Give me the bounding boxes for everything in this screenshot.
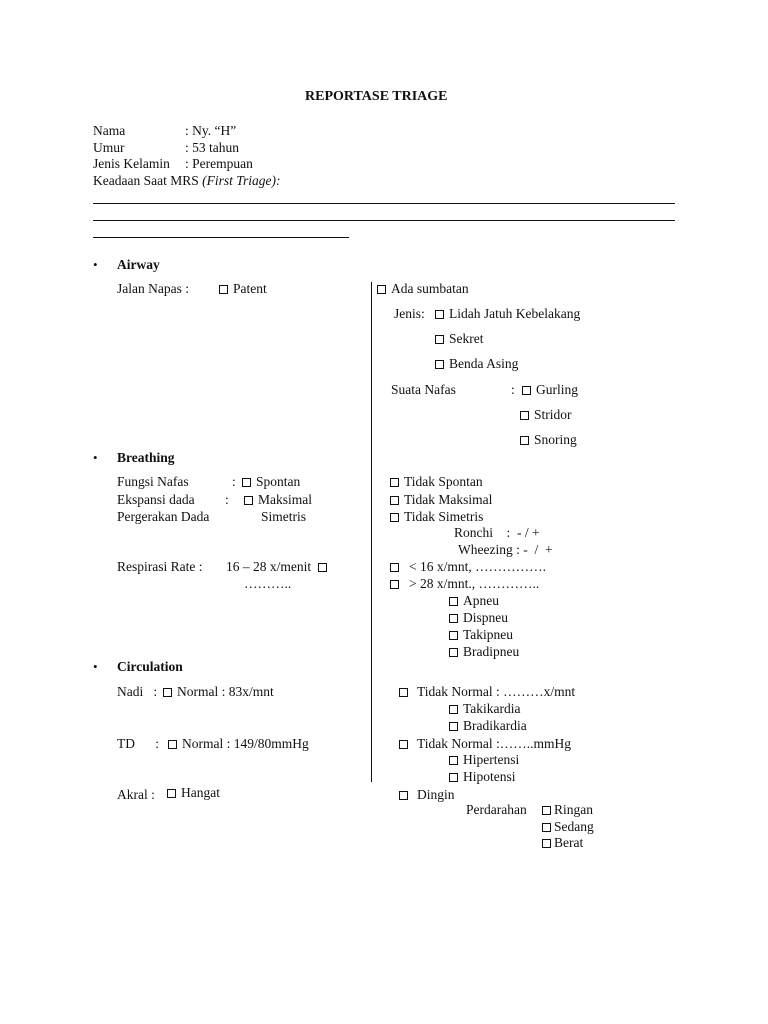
berat-option[interactable] <box>542 835 583 851</box>
tidak-spontan-option[interactable] <box>390 474 483 490</box>
sedang-option[interactable] <box>542 819 594 835</box>
patent-checkbox[interactable] <box>219 285 228 294</box>
gurling-option[interactable] <box>522 382 578 398</box>
gurling-checkbox[interactable] <box>522 386 531 395</box>
keadaan-label-text: Keadaan Saat MRS <box>93 173 199 188</box>
sekret-label: Sekret <box>449 331 484 346</box>
apneu-label: Apneu <box>463 593 499 608</box>
akral-label: Akral : <box>117 787 155 802</box>
gurling-label: Gurling <box>536 382 578 397</box>
nadi-tidak-normal-checkbox[interactable] <box>399 688 408 697</box>
respirasi-rate-checkbox[interactable] <box>318 563 327 572</box>
nama-label: Nama <box>93 123 126 138</box>
page-title: REPORTASE TRIAGE <box>305 89 448 104</box>
berat-label: Berat <box>554 835 584 850</box>
respirasi-rate-option[interactable] <box>226 559 332 575</box>
benda-asing-checkbox[interactable] <box>435 360 444 369</box>
hangat-checkbox[interactable] <box>167 789 176 798</box>
sekret-option[interactable] <box>435 331 484 347</box>
respirasi-rate-value: 16 – 28 x/menit <box>226 559 312 574</box>
patent-option[interactable] <box>219 281 267 297</box>
td-normal-option[interactable] <box>168 736 309 752</box>
snoring-checkbox[interactable] <box>520 436 529 445</box>
ada-sumbatan-label: Ada sumbatan <box>391 281 469 296</box>
lidah-label: Lidah Jatuh Kebelakang <box>449 306 581 321</box>
umur-label: Umur <box>93 140 125 155</box>
hangat-option[interactable] <box>167 785 220 801</box>
suara-nafas-colon: : <box>511 382 515 397</box>
ekspansi-colon: : <box>225 492 229 507</box>
jenis-kelamin-value: : Perempuan <box>185 156 253 171</box>
simetris-label: Simetris <box>261 509 307 524</box>
dispneu-option[interactable] <box>449 610 508 626</box>
td-label: TD : <box>117 736 159 751</box>
snoring-label: Snoring <box>534 432 577 447</box>
apneu-checkbox[interactable] <box>449 597 458 606</box>
tidak-spontan-label: Tidak Spontan <box>404 474 483 489</box>
bradipneu-option[interactable] <box>449 644 519 660</box>
nadi-tidak-normal-option[interactable] <box>399 684 575 700</box>
apneu-option[interactable] <box>449 593 499 609</box>
snoring-option[interactable] <box>520 432 577 448</box>
takikardia-option[interactable] <box>449 701 521 717</box>
sekret-checkbox[interactable] <box>435 335 444 344</box>
respirasi-rate-label: Respirasi Rate : <box>117 559 203 574</box>
fungsi-nafas-label: Fungsi Nafas <box>117 474 189 489</box>
dingin-label: Dingin <box>417 787 455 802</box>
nadi-normal-label: Normal : 83x/mnt <box>177 684 274 699</box>
maksimal-checkbox[interactable] <box>244 496 253 505</box>
takipneu-option[interactable] <box>449 627 513 643</box>
bradikardia-option[interactable] <box>449 718 527 734</box>
fill-line-3 <box>93 237 349 238</box>
benda-asing-option[interactable] <box>435 356 518 372</box>
lt16-checkbox[interactable] <box>390 563 399 572</box>
jenis-label: Jenis: <box>394 306 425 321</box>
respirasi-rate-dots: ……….. <box>244 576 292 591</box>
bullet-breathing: • <box>93 450 98 465</box>
dingin-checkbox[interactable] <box>399 791 408 800</box>
sedang-label: Sedang <box>554 819 594 834</box>
patent-label: Patent <box>233 281 267 296</box>
tidak-simetris-option[interactable] <box>390 509 483 525</box>
suara-nafas-label: Suata Nafas <box>391 382 456 397</box>
td-tidak-normal-checkbox[interactable] <box>399 740 408 749</box>
takipneu-label: Takipneu <box>463 627 514 642</box>
lt16-option[interactable] <box>390 559 546 575</box>
tidak-simetris-checkbox[interactable] <box>390 513 399 522</box>
fungsi-nafas-colon: : <box>232 474 236 489</box>
nadi-normal-checkbox[interactable] <box>163 688 172 697</box>
keadaan-italic: (First Triage): <box>202 173 281 188</box>
airway-heading: Airway <box>117 257 160 272</box>
stridor-checkbox[interactable] <box>520 411 529 420</box>
takikardia-label: Takikardia <box>463 701 521 716</box>
bradipneu-checkbox[interactable] <box>449 648 458 657</box>
pergerakan-dada-label: Pergerakan Dada <box>117 509 210 524</box>
tidak-simetris-label: Tidak Simetris <box>404 509 484 524</box>
lt16-label: < 16 x/mnt, ……………. <box>409 559 546 574</box>
sedang-checkbox[interactable] <box>542 823 551 832</box>
ronchi-line: Ronchi : - / + <box>454 525 540 540</box>
berat-checkbox[interactable] <box>542 839 551 848</box>
bullet-circulation: • <box>93 659 98 674</box>
dispneu-label: Dispneu <box>463 610 508 625</box>
td-tidak-normal-option[interactable] <box>399 736 571 752</box>
spontan-checkbox[interactable] <box>242 478 251 487</box>
maksimal-option[interactable] <box>244 492 312 508</box>
jalan-napas-label: Jalan Napas : <box>117 281 189 296</box>
stridor-option[interactable] <box>520 407 572 423</box>
hipotensi-checkbox[interactable] <box>449 773 458 782</box>
ada-sumbatan-checkbox[interactable] <box>377 285 386 294</box>
spontan-label: Spontan <box>256 474 301 489</box>
hipotensi-option[interactable] <box>449 769 516 785</box>
tidak-maksimal-checkbox[interactable] <box>390 496 399 505</box>
takipneu-checkbox[interactable] <box>449 631 458 640</box>
jenis-kelamin-label: Jenis Kelamin <box>93 156 170 171</box>
bradikardia-label: Bradikardia <box>463 718 527 733</box>
umur-value: : 53 tahun <box>185 140 239 155</box>
dispneu-checkbox[interactable] <box>449 614 458 623</box>
lidah-checkbox[interactable] <box>435 310 444 319</box>
bradikardia-checkbox[interactable] <box>449 722 458 731</box>
gt28-option[interactable] <box>390 576 539 592</box>
tidak-maksimal-option[interactable] <box>390 492 492 508</box>
ekspansi-dada-label: Ekspansi dada <box>117 492 195 507</box>
keadaan-label <box>93 173 281 189</box>
hipotensi-label: Hipotensi <box>463 769 516 784</box>
gt28-checkbox[interactable] <box>390 580 399 589</box>
hipertensi-option[interactable] <box>449 752 519 768</box>
wheezing-line: Wheezing : - / + <box>458 542 553 557</box>
gt28-label: > 28 x/mnt., ………….. <box>409 576 540 591</box>
circulation-heading: Circulation <box>117 659 183 674</box>
ada-sumbatan-option[interactable] <box>377 281 469 297</box>
hangat-label: Hangat <box>181 785 220 800</box>
dingin-option[interactable] <box>399 787 455 803</box>
nadi-label: Nadi : <box>117 684 158 699</box>
tidak-maksimal-label: Tidak Maksimal <box>404 492 493 507</box>
td-normal-label: Normal : 149/80mmHg <box>182 736 309 751</box>
tidak-spontan-checkbox[interactable] <box>390 478 399 487</box>
nama-value: : Ny. “H” <box>185 123 237 138</box>
spontan-option[interactable] <box>242 474 300 490</box>
column-divider <box>371 282 372 782</box>
nadi-normal-option[interactable] <box>163 684 274 700</box>
benda-asing-label: Benda Asing <box>449 356 519 371</box>
nadi-tidak-normal-label: Tidak Normal : ………x/mnt <box>417 684 576 699</box>
perdarahan-label: Perdarahan <box>466 802 527 817</box>
ringan-label: Ringan <box>554 802 593 817</box>
bradipneu-label: Bradipneu <box>463 644 520 659</box>
fill-line-1 <box>93 203 675 204</box>
takikardia-checkbox[interactable] <box>449 705 458 714</box>
ringan-checkbox[interactable] <box>542 806 551 815</box>
bullet-airway: • <box>93 257 98 272</box>
fill-line-2 <box>93 220 675 221</box>
stridor-label: Stridor <box>534 407 572 422</box>
maksimal-label: Maksimal <box>258 492 312 507</box>
ringan-option[interactable] <box>542 802 593 818</box>
lidah-option[interactable] <box>435 306 580 322</box>
hipertensi-checkbox[interactable] <box>449 756 458 765</box>
hipertensi-label: Hipertensi <box>463 752 520 767</box>
td-normal-checkbox[interactable] <box>168 740 177 749</box>
breathing-heading: Breathing <box>117 450 175 465</box>
td-tidak-normal-label: Tidak Normal :……..mmHg <box>417 736 572 751</box>
